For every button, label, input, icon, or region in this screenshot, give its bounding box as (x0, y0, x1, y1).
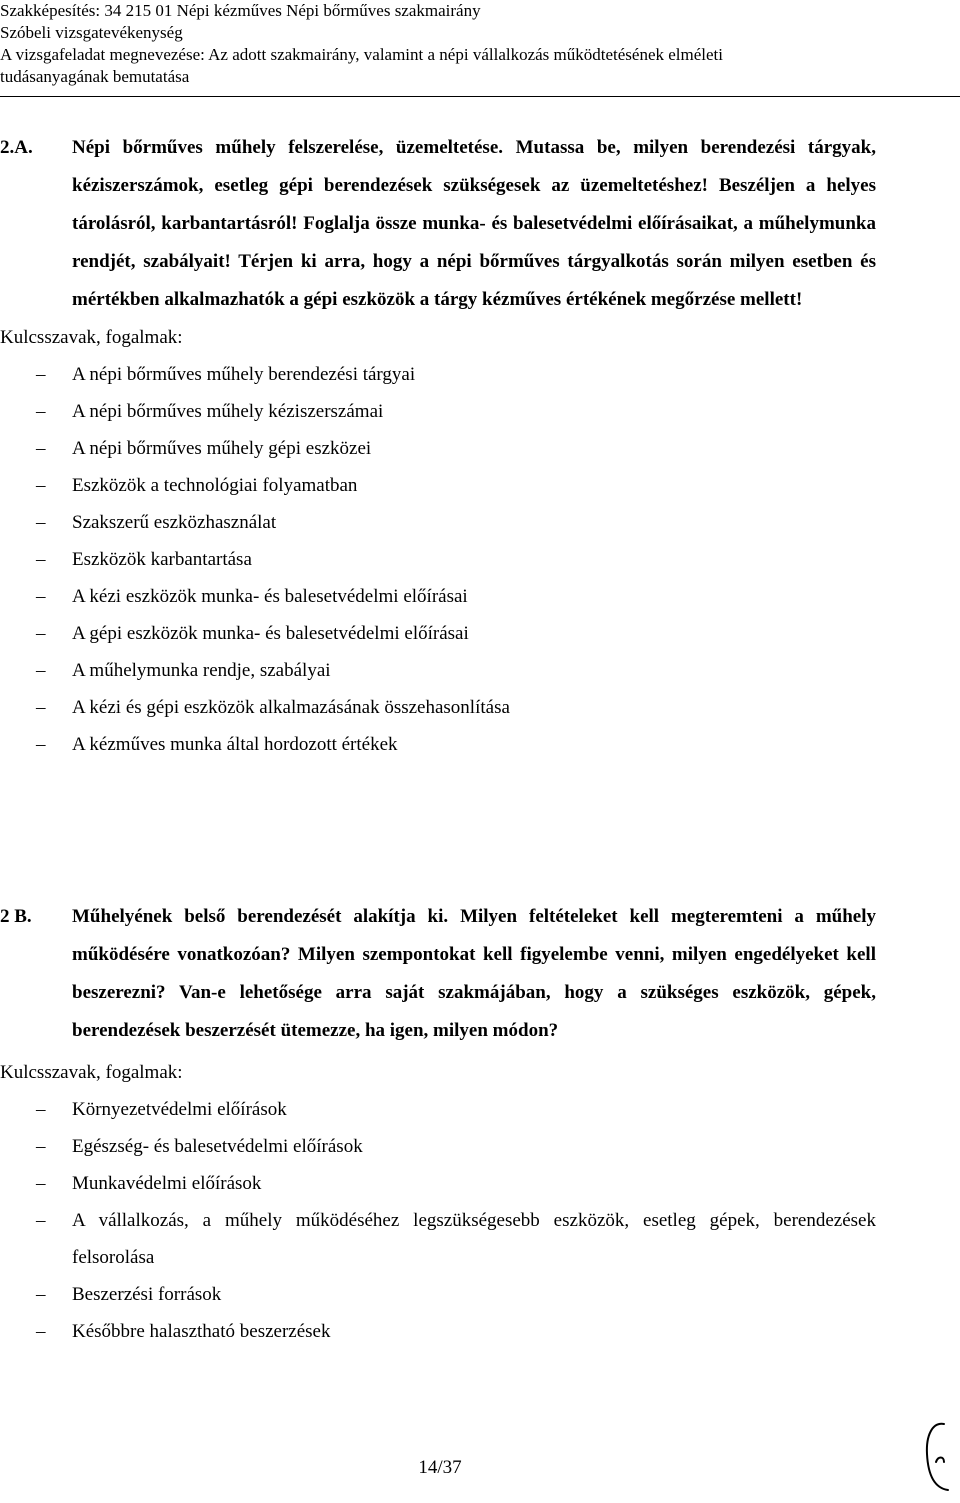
task-2b-number: 2 B. (0, 906, 32, 927)
header-divider (0, 96, 960, 97)
list-item: – A népi bőrműves műhely gépi eszközei (0, 430, 876, 467)
dash-bullet: – (36, 697, 46, 718)
header-exam-activity: Szóbeli vizsgatevékenység (0, 23, 183, 42)
dash-bullet: – (36, 1210, 46, 1231)
dash-bullet: – (36, 512, 46, 533)
list-item: – Egészség- és balesetvédelmi előírások (0, 1128, 876, 1165)
list-item: – A gépi eszközök munka- és balesetvédelmi előírásai (0, 615, 876, 652)
list-item: – Munkavédelmi előírások (0, 1165, 876, 1202)
page-number: 14/37 (418, 1457, 462, 1478)
list-item: – Beszerzési források (0, 1276, 876, 1313)
list-item: – A népi bőrműves műhely kéziszerszámai (0, 393, 876, 430)
task-2a-number: 2.A. (0, 137, 33, 158)
list-item: – Eszközök karbantartása (0, 541, 876, 578)
page-header (0, 0, 900, 88)
list-item: – Későbbre halasztható beszerzések (0, 1313, 876, 1350)
dash-bullet: – (36, 623, 46, 644)
list-item: – Eszközök a technológiai folyamatban (0, 467, 876, 504)
dash-bullet: – (36, 364, 46, 385)
list-item: – Szakszerű eszközhasználat (0, 504, 876, 541)
list-item: – A vállalkozás, a műhely működéséhez legszükségesebb eszközök, esetleg gépek, berendezések felsorolása (0, 1202, 876, 1276)
list-item: – A népi bőrműves műhely berendezési tárgyai (0, 356, 876, 393)
dash-bullet: – (36, 1321, 46, 1342)
dash-bullet: – (36, 401, 46, 422)
task-2b (0, 898, 960, 1050)
task-2a-section (0, 129, 960, 763)
task-2a-text: Népi bőrműves műhely felszerelése, üzemeltetése. Mutassa be, milyen berendezési tárgyak, kéziszerszámok, esetleg gépi berendezések szükségesek az üzemeltetéshez! Beszéljen a helyes tárolásról, karbantartásról! Foglalja össze munka- és balesetvédelmi előírásaikat, a műhelymunka rendjét, szabályait! Térjen ki arra, hogy a népi bőrműves tárgyalkotás során milyen esetben és mértékben alkalmazhatók a gépi eszközök a tárgy kézműves értékének megőrzése mellett! (72, 137, 876, 310)
dash-bullet: – (36, 1099, 46, 1120)
dash-bullet: – (36, 438, 46, 459)
header-qualification: Szakképesítés: 34 215 01 Népi kézműves Népi bőrműves szakmairány (0, 1, 481, 20)
task-2a (0, 129, 960, 319)
task-2b-keyword-list (0, 1091, 960, 1350)
task-2b-keywords-title: Kulcsszavak, fogalmak: (0, 1062, 183, 1083)
list-item: – A kézi és gépi eszközök alkalmazásának összehasonlítása (0, 689, 876, 726)
list-item: – A műhelymunka rendje, szabályai (0, 652, 876, 689)
header-task-name-continued: tudásanyagának bemutatása (0, 67, 190, 86)
dash-bullet: – (36, 660, 46, 681)
list-item: – Környezetvédelmi előírások (0, 1091, 876, 1128)
task-2b-text: Műhelyének belső berendezését alakítja ki. Milyen feltételeket kell megteremteni a műhely működésére vonatkozóan? Milyen szempontokat kell figyelembe venni, milyen engedélyeket kell beszerezni? Van-e lehetősége arra saját szakmájában, hogy a szükséges eszközök, gépek, berendezések beszerzését ütemezze, ha igen, milyen módon? (72, 906, 876, 1041)
dash-bullet: – (36, 734, 46, 755)
dash-bullet: – (36, 549, 46, 570)
dash-bullet: – (36, 475, 46, 496)
task-2a-keyword-list (0, 356, 960, 763)
dash-bullet: – (36, 1173, 46, 1194)
task-2a-keywords-title: Kulcsszavak, fogalmak: (0, 327, 183, 348)
list-item: – A kézi eszközök munka- és balesetvédelmi előírásai (0, 578, 876, 615)
dash-bullet: – (36, 586, 46, 607)
header-task-name: A vizsgafeladat megnevezése: Az adott szakmairány, valamint a népi vállalkozás működtetésének elméleti (0, 45, 724, 64)
signature-mark (918, 1418, 958, 1498)
dash-bullet: – (36, 1136, 46, 1157)
list-item: – A kézműves munka által hordozott értékek (0, 726, 876, 763)
dash-bullet: – (36, 1284, 46, 1305)
task-2b-section (0, 898, 960, 1350)
